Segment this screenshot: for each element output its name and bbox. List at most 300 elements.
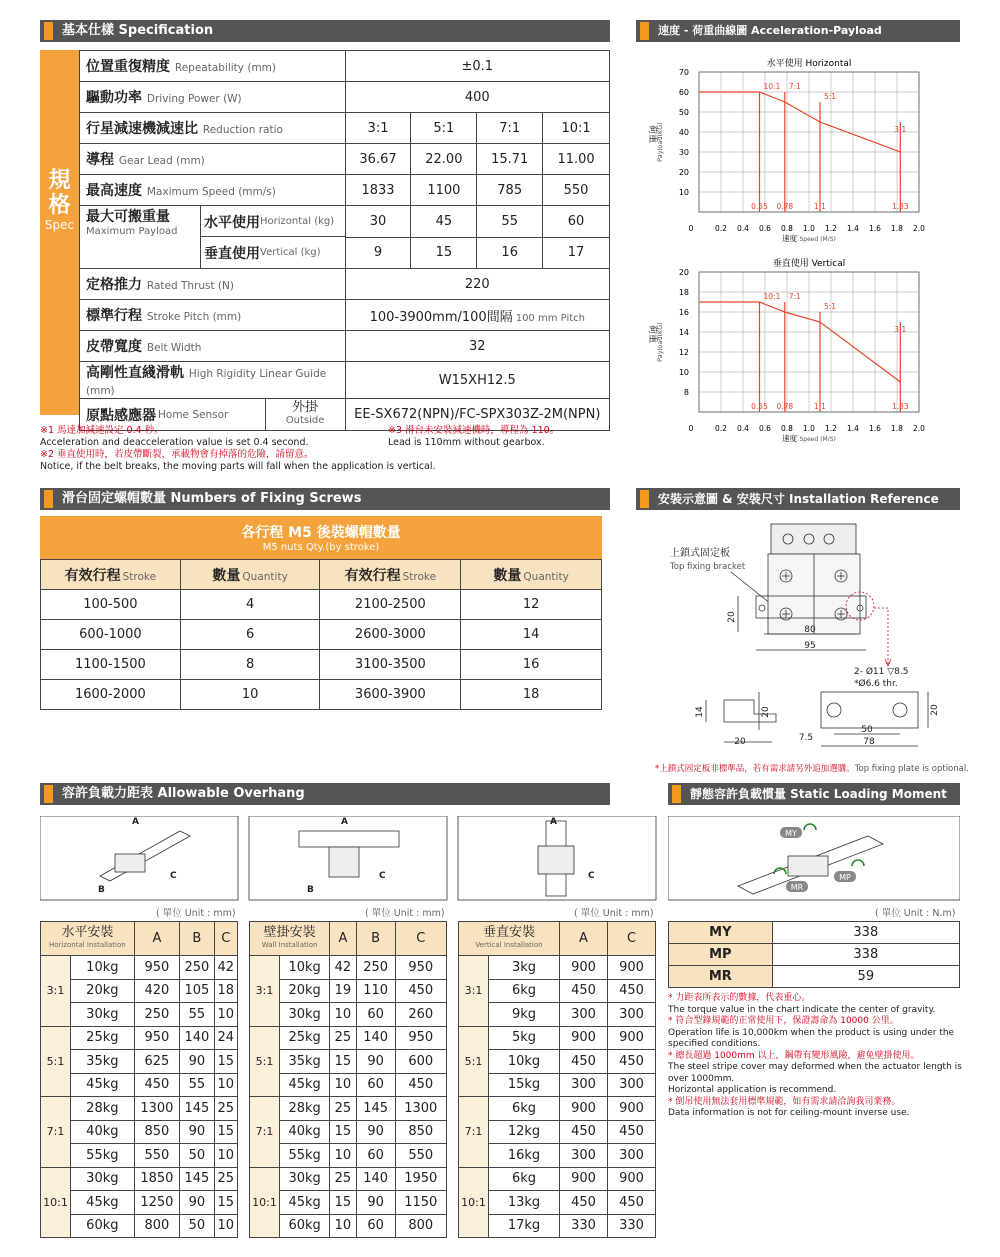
payload-curve (699, 92, 900, 152)
screws-row (41, 620, 602, 650)
spec-value: 100-3900mm/100間隔 100 mm Pitch (345, 300, 609, 331)
spec-value: 9 (345, 237, 411, 269)
overhang-row (459, 956, 656, 980)
overhang-cell: 145 (180, 1167, 214, 1191)
spec-row-payload (80, 206, 610, 238)
moment-note: The torque value in the chart indicate the center of gravity. (668, 1004, 936, 1015)
overhang-cell: 35kg (71, 1050, 135, 1074)
overhang-cell: 60kg (71, 1214, 135, 1238)
overhang-header-row (250, 922, 447, 956)
screws-cell: 14 (461, 620, 602, 650)
detail-leader (874, 608, 888, 664)
axis-label: B (98, 885, 105, 895)
spec-value: 45 (411, 206, 477, 238)
dim-text: 95 (804, 641, 816, 651)
overhang-cell: 850 (134, 1120, 179, 1144)
overhang-row (459, 1191, 656, 1215)
spec-header: 基本仕樣 Specification (40, 20, 610, 42)
overhang-title: 水平安裝 Horizontal Installation (41, 922, 135, 956)
speed-charts (636, 50, 960, 450)
dim-text: 20 (727, 611, 737, 623)
x-tick: 1.2 (825, 424, 837, 433)
overhang-cell: 25 (214, 1097, 237, 1121)
screws-cell: 1100-1500 (41, 650, 181, 680)
overhang-col-header: C (607, 922, 655, 956)
overhang-cell: 25 (214, 1167, 237, 1191)
overhang-cell: 60 (356, 1214, 395, 1238)
payload-curve (699, 302, 900, 382)
axis-label: C (588, 871, 595, 881)
overhang-cell: 450 (395, 979, 446, 1003)
payload-cell (80, 206, 346, 238)
overhang-cell: 250 (134, 1003, 179, 1027)
bracket-label: 上鎖式固定板 (670, 548, 730, 559)
overhang-row (459, 1003, 656, 1027)
spec-notes: ※1 馬達加減速設定 0.4 秒。 Acceleration and deacceleration value is set 0.4 second. ※2 垂直使用時，若皮帶斷裂，承載物會有掉落的危險，請留意。 Notice, if the belt breaks, the moving parts will fall when the application is vertical. ※3 滑台未安裝減速機時，導程為 110。 Lead is 110mm without gearbox. (40, 425, 560, 472)
x-tick: 1.6 (869, 424, 881, 433)
moment-note: Operation life is 10,000km when the product is using under the specified conditions. (668, 1027, 955, 1049)
bracket-label-en: Top fixing bracket (670, 562, 746, 572)
overhang-cell: 330 (559, 1214, 607, 1238)
overhang-cell: 850 (395, 1120, 446, 1144)
overhang-diagrams (40, 816, 660, 901)
spec-row (80, 51, 610, 82)
x-tick: 1.0 (803, 424, 815, 433)
carriage-shape (329, 847, 359, 877)
overhang-cell: 60 (356, 1144, 395, 1168)
marker-label: 0.55 (751, 402, 768, 411)
hole-icon (893, 703, 907, 717)
overhang-row (459, 1097, 656, 1121)
overhang-cell: 42 (330, 956, 356, 980)
carriage-shape (788, 856, 828, 876)
overhang-cell: 25 (330, 1097, 356, 1121)
overhang-row (41, 1003, 238, 1027)
y-tick: 14 (678, 328, 689, 337)
payload-label: 最大可搬重量 (86, 209, 170, 225)
spec-value: 1833 (345, 175, 411, 206)
spec-value: 5:1 (411, 113, 477, 144)
overhang-cell: 600 (395, 1050, 446, 1074)
x-tick: 2.0 (913, 424, 925, 433)
overhang-diagram-2 (458, 816, 656, 900)
moment-badge-label: MP (839, 873, 851, 882)
overhang-cell: 450 (607, 979, 655, 1003)
screws-row (41, 650, 602, 680)
screws-cell: 18 (461, 680, 602, 710)
overhang-cell: 45kg (71, 1191, 135, 1215)
overhang-cell: 950 (134, 1026, 179, 1050)
overhang-cell: 55kg (71, 1144, 135, 1168)
overhang-cell: 110 (356, 979, 395, 1003)
moment-svg (668, 816, 960, 900)
overhang-cell: 15kg (489, 1073, 560, 1097)
x-tick: 1.2 (825, 224, 837, 233)
overhang-row (41, 1097, 238, 1121)
overhang-cell: 55kg (280, 1144, 330, 1168)
overhang-row (41, 979, 238, 1003)
screws-cell: 1600-2000 (41, 680, 181, 710)
spec-value: 17 (543, 237, 610, 269)
spec-label: 標準行程 Stroke Pitch (mm) (80, 300, 346, 331)
moment-value: 338 (772, 922, 959, 944)
overhang-cell: 300 (559, 1144, 607, 1168)
moment-note: * 力距表所表示的數據，代表重心。 (668, 993, 811, 1003)
overhang-cell: 90 (356, 1191, 395, 1215)
overhang-title: 壁掛安裝 Wall Installation (250, 922, 330, 956)
y-tick: 20 (678, 168, 689, 177)
overhang-row (459, 1167, 656, 1191)
moment-note: * 倒吊使用無法套用標準規範，如有需求請洽詢我司業務。 (668, 1096, 901, 1107)
screws-col-header: 有效行程 Stroke (320, 560, 461, 590)
overhang-cell: 25 (330, 1026, 356, 1050)
overhang-row (250, 979, 447, 1003)
dim-text: 20 (761, 706, 771, 718)
moment-notes (668, 993, 964, 1120)
spec-value: 11.00 (543, 144, 610, 175)
overhang-cell: 6kg (489, 979, 560, 1003)
moment-row (669, 922, 960, 944)
moment-note: Data information is not for ceiling-mount inverse use. (668, 1108, 910, 1118)
overhang-cell: 30kg (71, 1167, 135, 1191)
overhang-cell: 10 (214, 1003, 237, 1027)
overhang-cell: 15 (330, 1120, 356, 1144)
overhang-cell: 450 (559, 1191, 607, 1215)
screws-header: 滑台固定螺帽數量 Numbers of Fixing Screws (40, 488, 610, 510)
y-tick: 16 (678, 308, 689, 317)
x-label: 速度 Speed (M/S) (782, 234, 836, 243)
overhang-col-header: C (214, 922, 237, 956)
spec-value: 55 (477, 206, 543, 238)
overhang-cell: 20kg (71, 979, 135, 1003)
spec-row (80, 331, 610, 362)
marker-label: 0.78 (776, 202, 794, 211)
overhang-cell: 140 (180, 1026, 214, 1050)
x-tick: 1.4 (847, 424, 859, 433)
screws-cell: 3100-3500 (320, 650, 461, 680)
moment-header: 靜態容許負載慣量 Static Loading Moment (668, 783, 960, 805)
x-tick: 1.4 (847, 224, 859, 233)
overhang-cell: 13kg (489, 1191, 560, 1215)
x-tick: 0.8 (781, 224, 793, 233)
moment-key: MP (669, 944, 773, 966)
overhang-cell: 450 (559, 979, 607, 1003)
y-label-en: Payload(KG) (656, 122, 664, 162)
overhang-cell: 900 (607, 956, 655, 980)
overhang-cell: 140 (356, 1026, 395, 1050)
hole-spec: 2- Ø11 ▽8.5 (854, 667, 909, 677)
overhang-cell: 25kg (71, 1026, 135, 1050)
overhang-cell: 900 (559, 1026, 607, 1050)
overhang-cell: 90 (180, 1191, 214, 1215)
overhang-header-row (459, 922, 656, 956)
spec-value: 22.00 (411, 144, 477, 175)
overhang-cell: 10kg (280, 956, 330, 980)
overhang-diagram-0 (40, 816, 238, 900)
x-tick: 1.8 (891, 424, 903, 433)
overhang-cell: 15 (330, 1191, 356, 1215)
x-tick: 0.2 (715, 424, 727, 433)
overhang-cell: 45kg (71, 1073, 135, 1097)
rotation-arrow-icon (804, 824, 816, 830)
overhang-cell: 1250 (134, 1191, 179, 1215)
overhang-cell: 50 (180, 1144, 214, 1168)
overhang-cell: 900 (607, 1167, 655, 1191)
overhang-cell: 90 (180, 1120, 214, 1144)
moment-badge-label: MY (785, 829, 797, 838)
overhang-cell: 450 (395, 1073, 446, 1097)
screws-cell: 6 (180, 620, 320, 650)
overhang-cell: 145 (180, 1097, 214, 1121)
spec-row (80, 269, 610, 300)
carriage-shape (115, 854, 145, 872)
payload-h-label: 水平使用 (204, 214, 260, 231)
dim-text: 78 (863, 737, 875, 747)
overhang-cell: 90 (356, 1050, 395, 1074)
overhang-cell: 28kg (280, 1097, 330, 1121)
overhang-title: 垂直安裝 Vertical Installation (459, 922, 560, 956)
spec-label: 定格推力 Rated Thrust (N) (80, 269, 346, 300)
overhang-cell: 55 (180, 1073, 214, 1097)
overhang-cell: 145 (356, 1097, 395, 1121)
install-svg (669, 524, 940, 747)
spec-row (80, 175, 610, 206)
overhang-cell: 900 (607, 1026, 655, 1050)
overhang-cell: 15 (214, 1050, 237, 1074)
overhang-cell: 900 (559, 1167, 607, 1191)
overhang-cell: 950 (395, 1026, 446, 1050)
overhang-cell: 10kg (489, 1050, 560, 1074)
ratio-cell: 3:1 (459, 956, 489, 1027)
overhang-cell: 90 (356, 1120, 395, 1144)
overhang-row (459, 1144, 656, 1168)
overhang-row (41, 1167, 238, 1191)
spec-row (80, 362, 610, 399)
overhang-cell: 40kg (71, 1120, 135, 1144)
spec-value: ±0.1 (345, 51, 609, 82)
overhang-row (250, 1144, 447, 1168)
overhang-row (250, 956, 447, 980)
sensor-value: EE-SX672(NPN)/FC-SPX303Z-2M(NPN) (345, 399, 609, 431)
ratio-label: 5:1 (824, 92, 837, 101)
spec-value: 3:1 (345, 113, 411, 144)
overhang-cell: 24 (214, 1026, 237, 1050)
screws-cell: 3600-3900 (320, 680, 461, 710)
moment-badge-label: MR (790, 883, 804, 892)
overhang-cell: 300 (607, 1073, 655, 1097)
overhang-cell: 450 (559, 1050, 607, 1074)
ratio-cell: 5:1 (250, 1026, 280, 1097)
overhang-row (459, 1026, 656, 1050)
screws-cell: 2600-3000 (320, 620, 461, 650)
ratio-cell: 7:1 (250, 1097, 280, 1168)
carriage-shape (538, 846, 574, 874)
spec-label: 導程 Gear Lead (mm) (80, 144, 346, 175)
overhang-cell: 17kg (489, 1214, 560, 1238)
x-tick: 0.4 (737, 424, 749, 433)
y-tick: 10 (678, 188, 689, 197)
overhang-cell: 105 (180, 979, 214, 1003)
spec-value: 1100 (411, 175, 477, 206)
overhang-cell: 19 (330, 979, 356, 1003)
screws-header-row (41, 560, 602, 590)
overhang-row (250, 1120, 447, 1144)
overhang-row (41, 1191, 238, 1215)
overhang-row (41, 956, 238, 980)
overhang-cell: 1850 (134, 1167, 179, 1191)
axis-label: A (341, 817, 348, 827)
spec-value: 36.67 (345, 144, 411, 175)
dim-text: 20 (930, 704, 940, 716)
overhang-row (41, 1073, 238, 1097)
screws-cell: 10 (180, 680, 320, 710)
rotation-arrow-icon (852, 860, 864, 866)
spec-label: 最高速度 Maximum Speed (mm/s) (80, 175, 346, 206)
moment-note: * 總長超過 1000mm 以上，鋼帶有變形風險，避免壁掛使用。 (668, 1050, 920, 1061)
overhang-cell: 45kg (280, 1073, 330, 1097)
axis-label: A (550, 817, 557, 827)
y-tick: 10 (678, 368, 689, 377)
spec-label: 皮帶寬度 Belt Width (80, 331, 346, 362)
x-tick: 0.4 (737, 224, 749, 233)
overhang-cell: 250 (356, 956, 395, 980)
y-tick: 20 (678, 268, 689, 277)
overhang-col-header: B (356, 922, 395, 956)
y-tick: 70 (678, 68, 689, 77)
moment-row (669, 944, 960, 966)
overhang-cell: 625 (134, 1050, 179, 1074)
ratio-label: 10:1 (763, 292, 781, 301)
overhang-cell: 300 (559, 1073, 607, 1097)
overhang-row (459, 1073, 656, 1097)
axis-label: C (170, 871, 177, 881)
overhang-cell: 300 (607, 1003, 655, 1027)
panel-title: 垂直使用 Vertical (772, 259, 846, 269)
spec-value: 32 (345, 331, 609, 362)
speed-panel-horizontal (647, 57, 925, 243)
dim-text: 20 (734, 737, 746, 747)
overhang-cell: 50 (180, 1214, 214, 1238)
ratio-label: 7:1 (788, 82, 801, 91)
overhang-cell: 15 (330, 1050, 356, 1074)
install-drawing (636, 514, 960, 774)
y-tick: 60 (678, 88, 689, 97)
y-tick: 18 (678, 288, 689, 297)
screws-cell: 8 (180, 650, 320, 680)
overhang-cell: 30kg (280, 1003, 330, 1027)
overhang-cell: 42 (214, 956, 237, 980)
overhang-cell: 16kg (489, 1144, 560, 1168)
overhang-cell: 300 (559, 1003, 607, 1027)
x-tick: 1.8 (891, 224, 903, 233)
overhang-cell: 450 (607, 1050, 655, 1074)
overhang-cell: 10 (214, 1073, 237, 1097)
overhang-row (41, 1026, 238, 1050)
overhang-cell: 450 (607, 1191, 655, 1215)
spec-value: 10:1 (543, 113, 610, 144)
overhang-cell: 450 (607, 1120, 655, 1144)
ratio-label: 7:1 (788, 292, 801, 301)
x-tick: 0 (688, 224, 694, 233)
ratio-cell: 7:1 (459, 1097, 489, 1168)
spec-value: 220 (345, 269, 609, 300)
overhang-row (250, 1191, 447, 1215)
screws-cell: 2100-2500 (320, 590, 461, 620)
spec-value: 400 (345, 82, 609, 113)
overhang-cell: 60 (356, 1073, 395, 1097)
ratio-cell: 3:1 (250, 956, 280, 1027)
overhang-cell: 15 (214, 1120, 237, 1144)
spec-value: 550 (543, 175, 610, 206)
overhang-cell: 550 (134, 1144, 179, 1168)
rotation-arrow-icon (774, 868, 786, 874)
overhang-row (250, 1167, 447, 1191)
overhang-row (250, 1214, 447, 1238)
spec-label: 位置重復精度 Repeatability (mm) (80, 51, 346, 82)
marker-label: 0.55 (751, 202, 768, 211)
leader-line (731, 572, 771, 604)
panel-title: 水平使用 Horizontal (766, 59, 852, 69)
spec-label: 行星減速機減速比 Reduction ratio (80, 113, 346, 144)
ratio-cell: 3:1 (41, 956, 71, 1027)
overhang-row (41, 1144, 238, 1168)
overhang-cell: 450 (559, 1120, 607, 1144)
overhang-cell: 25 (330, 1167, 356, 1191)
payload-h-label-en: Horizontal (kg) (260, 216, 335, 227)
moment-key: MR (669, 966, 773, 988)
overhang-table-vertical (458, 921, 656, 1238)
overhang-cell: 260 (395, 1003, 446, 1027)
screws-table (40, 559, 602, 710)
speed-panel-vertical (647, 257, 925, 443)
overhang-col-header: B (180, 922, 214, 956)
overhang-cell: 250 (180, 956, 214, 980)
axis-label: A (132, 817, 139, 827)
spec-value: 15 (411, 237, 477, 269)
moment-table (668, 921, 960, 988)
overhang-row (41, 1050, 238, 1074)
spec-value: W15XH12.5 (345, 362, 609, 399)
axis-label: B (307, 885, 314, 895)
dim-text: 50 (861, 725, 873, 735)
overhang-unit: ( 單位 Unit : mm) (365, 908, 445, 919)
y-tick: 8 (683, 388, 689, 397)
ratio-label: 10:1 (763, 82, 781, 91)
overhang-row (250, 1050, 447, 1074)
overhang-cell: 5kg (489, 1026, 560, 1050)
y-tick: 12 (678, 348, 689, 357)
payload-label-en: Maximum Payload (86, 226, 178, 237)
screws-col-header: 數量 Quantity (461, 560, 602, 590)
spec-value: 15.71 (477, 144, 543, 175)
overhang-cell: 30kg (280, 1167, 330, 1191)
overhang-cell: 420 (134, 979, 179, 1003)
moment-unit: ( 單位 Unit : N.m) (875, 908, 956, 919)
marker-label: 1.83 (891, 202, 909, 211)
spec-value: 7:1 (477, 113, 543, 144)
x-tick: 1.6 (869, 224, 881, 233)
overhang-cell: 900 (607, 1097, 655, 1121)
moment-diagram (668, 816, 960, 901)
screws-cell: 16 (461, 650, 602, 680)
ratio-cell: 10:1 (41, 1167, 71, 1238)
overhang-row (459, 1214, 656, 1238)
screws-cell: 600-1000 (41, 620, 181, 650)
moment-row (669, 966, 960, 988)
overhang-row (250, 1073, 447, 1097)
marker-label: 0.78 (776, 402, 794, 411)
overhang-cell: 30kg (71, 1003, 135, 1027)
